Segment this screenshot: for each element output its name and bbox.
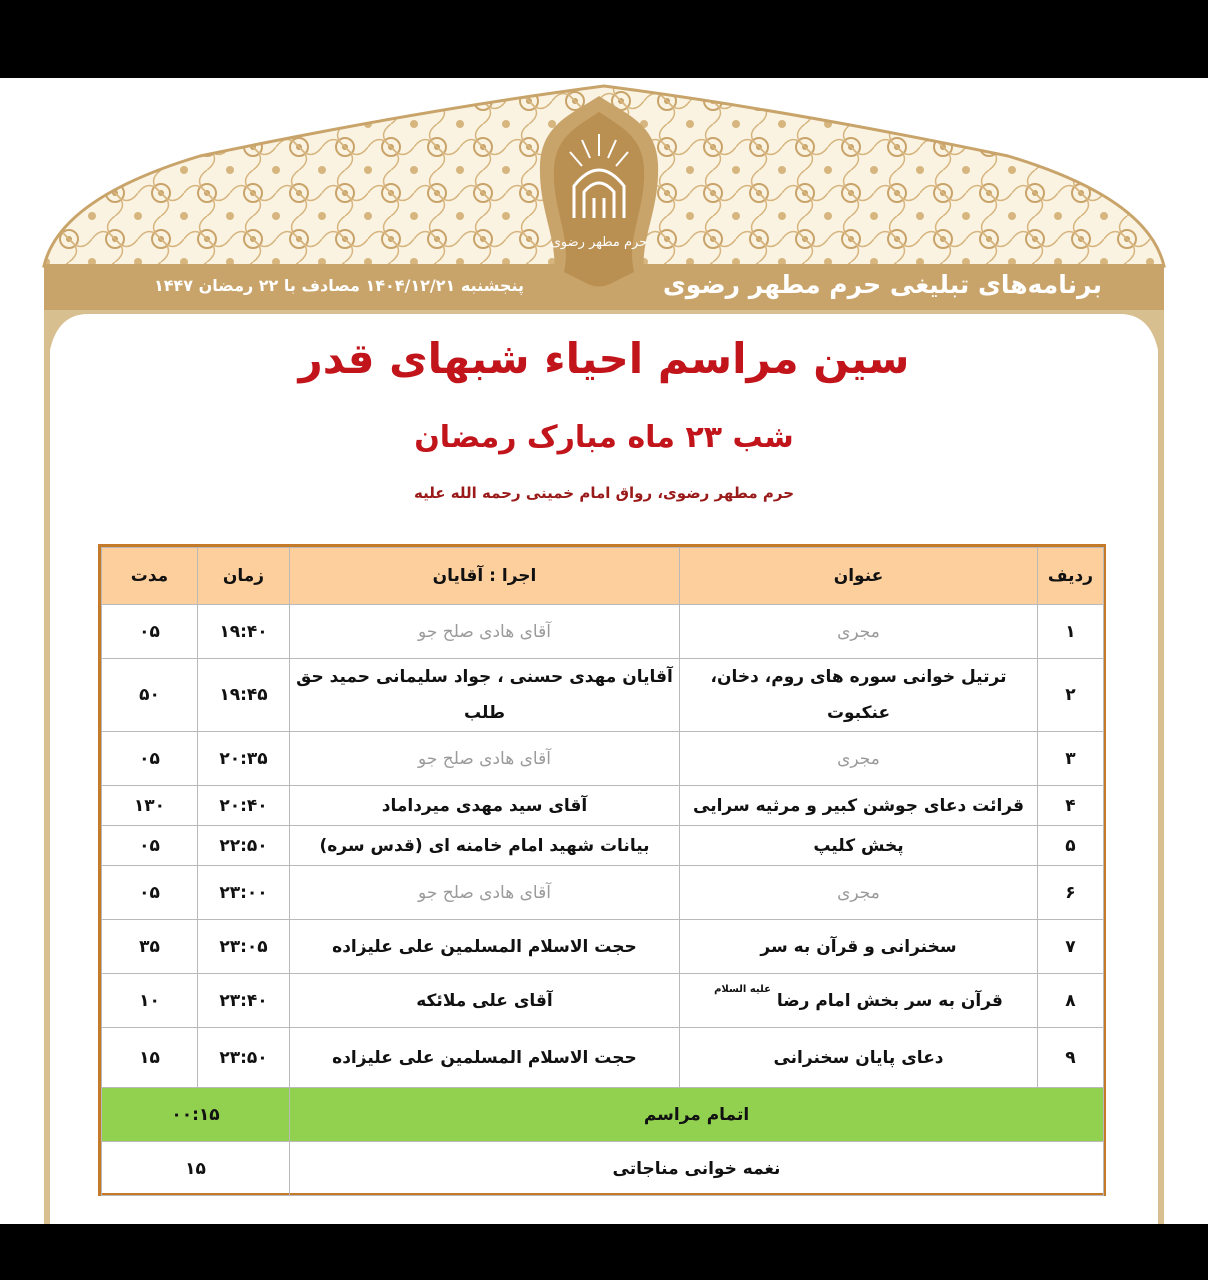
cell-row: ۱ xyxy=(1038,605,1104,659)
cell-duration: ۵۰ xyxy=(102,659,198,732)
cell-title-honorific: علیه السلام xyxy=(714,983,771,995)
header-date: پنجشنبه ۱۴۰۴/۱۲/۲۱ مصادف با ۲۲ رمضان ۱۴۴۷ xyxy=(154,276,524,295)
cell-time: ۲۳:۴۰ xyxy=(198,974,290,1028)
cell-row: ۹ xyxy=(1038,1028,1104,1088)
final-row-label: نغمه خوانی مناجاتی xyxy=(290,1142,1104,1196)
cell-duration: ۳۵ xyxy=(102,920,198,974)
header-time: زمان xyxy=(198,548,290,605)
cell-time: ۲۲:۵۰ xyxy=(198,826,290,866)
table-row xyxy=(102,1028,1104,1088)
location-text: حرم مطهر رضوی، رواق امام خمینی رحمه الله علیه xyxy=(413,484,795,502)
emblem-text: حرم مطهر رضوی xyxy=(550,235,648,250)
cell-duration: ۱۵ xyxy=(102,1028,198,1088)
table-header-row xyxy=(102,548,1104,605)
cell-title-text: قرآن به سر بخش امام رضا xyxy=(776,990,1003,1011)
final-row xyxy=(102,1142,1104,1196)
table-row xyxy=(102,920,1104,974)
cell-row: ۶ xyxy=(1038,866,1104,920)
end-ceremony-time: ۰۰:۱۵ xyxy=(102,1088,290,1142)
sub-title: شب ۲۳ ماه مبارک رمضان xyxy=(414,420,794,455)
cell-title: مجری xyxy=(680,732,1038,786)
table-row xyxy=(102,732,1104,786)
cell-performer: آقای سید مهدی میرداماد xyxy=(290,786,680,826)
cell-time: ۲۳:۰۰ xyxy=(198,866,290,920)
cell-duration: ۰۵ xyxy=(102,866,198,920)
cell-performer: آقایان مهدی حسنی ، جواد سلیمانی حمید حق طلب xyxy=(290,659,680,732)
cell-time: ۲۳:۵۰ xyxy=(198,1028,290,1088)
cell-title: سخنرانی و قرآن به سر xyxy=(680,920,1038,974)
header-performer: اجرا : آقایان xyxy=(290,548,680,605)
poster-page xyxy=(0,78,1208,1224)
cell-duration: ۱۳۰ xyxy=(102,786,198,826)
cell-row: ۸ xyxy=(1038,974,1104,1028)
table-row xyxy=(102,659,1104,732)
cell-title: پخش کلیپ xyxy=(680,826,1038,866)
cell-performer: بیانات شهید امام خامنه ای (قدس سره) xyxy=(290,826,680,866)
table-row xyxy=(102,605,1104,659)
cell-performer: آقای علی ملائکه xyxy=(290,974,680,1028)
table-row xyxy=(102,866,1104,920)
header-row-number: ردیف xyxy=(1038,548,1104,605)
cell-performer: حجت الاسلام المسلمین علی علیزاده xyxy=(290,1028,680,1088)
end-ceremony-row xyxy=(102,1088,1104,1142)
cell-row: ۷ xyxy=(1038,920,1104,974)
header-duration: مدت xyxy=(102,548,198,605)
cell-row: ۳ xyxy=(1038,732,1104,786)
cell-performer: آقای هادی صلح جو xyxy=(290,866,680,920)
cell-performer: آقای هادی صلح جو xyxy=(290,605,680,659)
program-table xyxy=(98,544,1106,1196)
bottom-bar xyxy=(0,1224,1208,1280)
table-row xyxy=(102,826,1104,866)
cell-time: ۲۳:۰۵ xyxy=(198,920,290,974)
shrine-emblem-icon xyxy=(532,94,666,306)
final-row-duration: ۱۵ xyxy=(102,1142,290,1196)
cell-duration: ۰۵ xyxy=(102,826,198,866)
table-row xyxy=(102,974,1104,1028)
cell-time: ۱۹:۴۵ xyxy=(198,659,290,732)
header-title: برنامه‌های تبلیغی حرم مطهر رضوی xyxy=(662,270,1102,299)
cell-title: مجری xyxy=(680,866,1038,920)
cell-duration: ۰۵ xyxy=(102,605,198,659)
cell-title: ترتیل خوانی سوره های روم، دخان، عنکبوت xyxy=(680,659,1038,732)
cell-duration: ۰۵ xyxy=(102,732,198,786)
cell-time: ۱۹:۴۰ xyxy=(198,605,290,659)
cell-title: قرائت دعای جوشن کبیر و مرثیه سرایی xyxy=(680,786,1038,826)
header-title: عنوان xyxy=(680,548,1038,605)
cell-row: ۵ xyxy=(1038,826,1104,866)
cell-title: دعای پایان سخنرانی xyxy=(680,1028,1038,1088)
cell-time: ۲۰:۴۰ xyxy=(198,786,290,826)
cell-performer: حجت الاسلام المسلمین علی علیزاده xyxy=(290,920,680,974)
cell-title xyxy=(680,974,1038,1028)
cell-row: ۴ xyxy=(1038,786,1104,826)
cell-row: ۲ xyxy=(1038,659,1104,732)
cell-time: ۲۰:۳۵ xyxy=(198,732,290,786)
table-row xyxy=(102,786,1104,826)
cell-performer: آقای هادی صلح جو xyxy=(290,732,680,786)
cell-duration: ۱۰ xyxy=(102,974,198,1028)
end-ceremony-label: اتمام مراسم xyxy=(290,1088,1104,1142)
main-title: سین مراسم احیاء شبهای قدر xyxy=(298,334,910,383)
cell-title: مجری xyxy=(680,605,1038,659)
